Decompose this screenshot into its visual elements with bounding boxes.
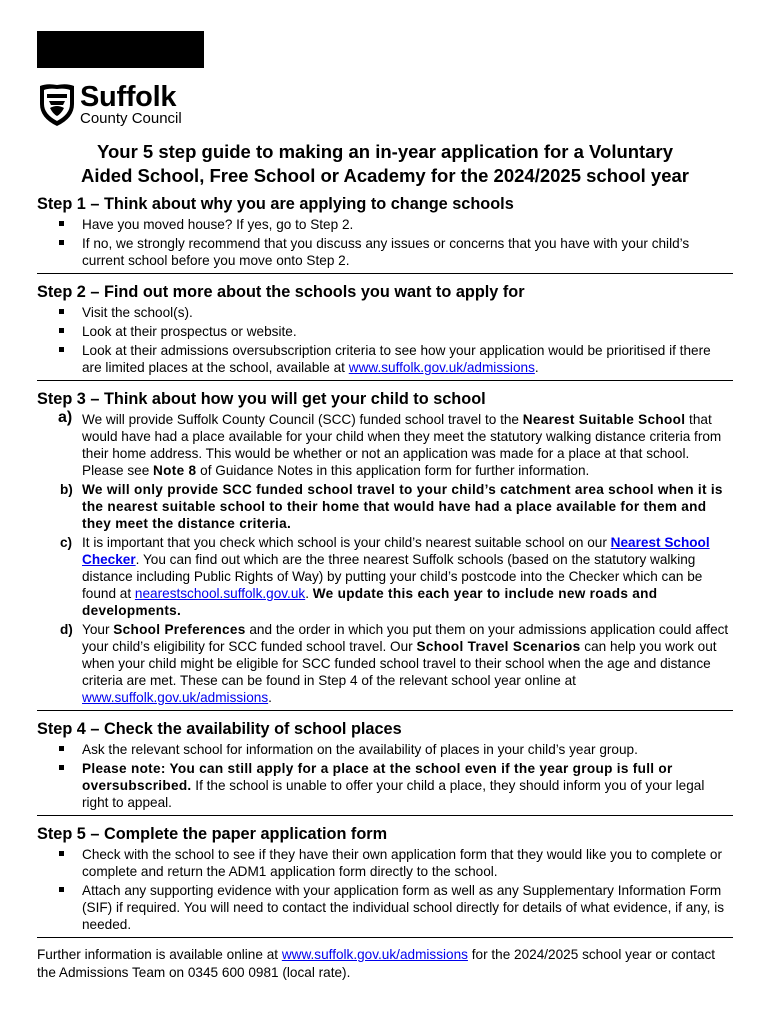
list-item	[37, 760, 733, 811]
admissions-link[interactable]: www.suffolk.gov.uk/admissions	[281, 947, 468, 962]
bold-text: School Travel Scenarios	[416, 639, 581, 654]
text: We will provide Suffolk County Council (SCC) funded school travel to the	[82, 412, 523, 427]
step-3	[37, 389, 733, 706]
list-item	[37, 534, 733, 619]
step-3-list	[37, 411, 733, 706]
step-2	[37, 282, 733, 376]
list-item-text: If no, we strongly recommend that you discuss any issues or concerns that you have with your child’s current school before you move onto Step 2.	[82, 236, 690, 268]
list-item	[37, 342, 733, 376]
step-2-list	[37, 304, 733, 376]
step-1-heading: Step 1 – Think about why you are applying to change schools	[37, 195, 514, 213]
text: and the order in which you put them on your admissions application could affect your child’s eligibility for SCC funded school travel. Our	[82, 622, 729, 654]
title-line-1: Your 5 step guide to making an in-year application for a Voluntary	[97, 141, 673, 162]
bullet-icon	[59, 221, 64, 226]
bold-text: School Preferences	[113, 622, 246, 637]
step-1-list	[37, 216, 733, 269]
text: Further information is available online at	[37, 947, 282, 962]
list-item	[37, 741, 733, 758]
list-item	[37, 323, 733, 340]
list-item	[37, 411, 733, 479]
redacted-form-label	[37, 31, 204, 68]
admissions-link[interactable]: www.suffolk.gov.uk/admissions	[348, 360, 535, 375]
list-item-text: Check with the school to see if they have their own application form that they would like you to complete or complete and return the ADM1 application form directly to the school.	[82, 847, 723, 879]
step-4-list	[37, 741, 733, 811]
bullet-icon	[59, 746, 64, 751]
divider	[37, 273, 733, 274]
text: .	[305, 586, 313, 601]
bullet-icon	[59, 240, 64, 245]
list-item-text: Look at their admissions oversubscription criteria to see how your application would be prioritised if there are limited places at the school, available at	[82, 343, 711, 375]
title-line-2: Aided School, Free School or Academy for the 2024/2025 school year	[81, 165, 689, 186]
text: for the 2024/2025 school year or contact the Admissions Team on 0345 600 0981 (local rate).	[37, 947, 716, 980]
bullet-icon	[59, 309, 64, 314]
step-5-heading: Step 5 – Complete the paper application form	[37, 825, 388, 843]
text: . You can find out which are the three nearest Suffolk schools (based on the statutory walking distance including Public Rights of Way) by putting your child’s postcode into the Checker which can be found at	[82, 552, 703, 601]
step-5	[37, 824, 733, 933]
list-marker: b)	[60, 482, 73, 497]
step-4-heading: Step 4 – Check the availability of school places	[37, 720, 402, 738]
bold-text: We will only provide SCC funded school travel to your child’s catchment area school when it is the nearest suitable school to their home that would have had a place available for them and they meet the distance criteria.	[82, 482, 723, 531]
text: of Guidance Notes in this application form for further information.	[196, 463, 590, 478]
list-item-text-end: .	[534, 360, 539, 375]
list-item	[37, 882, 733, 933]
step-1	[37, 194, 733, 269]
nearestschool-link[interactable]: nearestschool.suffolk.gov.uk	[134, 586, 306, 601]
page-title	[30, 140, 740, 188]
step-3-heading: Step 3 – Think about how you will get your child to school	[37, 390, 486, 408]
list-marker: c)	[60, 535, 73, 550]
text: Your	[82, 622, 114, 637]
admissions-link[interactable]: www.suffolk.gov.uk/admissions	[82, 690, 269, 705]
text: .	[268, 690, 272, 705]
list-item	[37, 621, 733, 706]
bold-text: Please note: You can still apply for a place at the school even if the year group is full or oversubscribed.	[82, 761, 673, 793]
list-item	[37, 304, 733, 321]
bold-text: Note 8	[153, 463, 197, 478]
bullet-icon	[59, 347, 64, 352]
bold-text: We update this each year to include new roads and developments.	[82, 586, 658, 618]
text: It is important that you check which school is your child’s nearest suitable school on our	[82, 535, 611, 550]
bullet-icon	[59, 851, 64, 856]
bullet-icon	[59, 887, 64, 892]
list-marker: d)	[60, 622, 73, 637]
bullet-icon	[59, 765, 64, 770]
bold-text: Nearest Suitable School	[522, 412, 686, 427]
list-item-text: Have you moved house? If yes, go to Step 2.	[82, 217, 354, 232]
list-item-text: Attach any supporting evidence with your application form as well as any Supplementary Information Form (SIF) if required. You will need to contact the individual school directly for details of what evidence, if any, is needed.	[82, 883, 725, 932]
bullet-icon	[59, 328, 64, 333]
list-item-text: Visit the school(s).	[82, 305, 193, 320]
list-item	[37, 216, 733, 233]
divider	[37, 815, 733, 816]
crest-icon	[37, 82, 77, 128]
footer-note	[37, 946, 733, 982]
nearest-school-checker-link[interactable]: Nearest School Checker	[82, 535, 710, 567]
text: that would have had a place available for your child when they meet the statutory walking distance criteria from their home address. This would be whether or not an application was made for a place at that school. Please see	[82, 412, 722, 478]
list-item-text: Look at their prospectus or website.	[82, 324, 297, 339]
text: can help you work out when your child might be eligible for SCC funded school travel to their school when the age and distance criteria are met. These can be found in Step 4 of the relevant school year online at	[82, 639, 717, 688]
divider	[37, 710, 733, 711]
step-2-heading: Step 2 – Find out more about the schools you want to apply for	[37, 283, 525, 301]
list-item-text: Ask the relevant school for information on the availability of places in your child’s year group.	[82, 742, 638, 757]
guide-content	[37, 194, 733, 982]
org-subname: County Council	[80, 110, 182, 127]
list-item	[37, 846, 733, 880]
list-item-text: If the school is unable to offer your child a place, they should inform you of your legal right to appeal.	[82, 778, 705, 810]
divider	[37, 937, 733, 938]
step-4	[37, 719, 733, 811]
divider	[37, 380, 733, 381]
org-name: Suffolk	[80, 81, 177, 113]
step-5-list	[37, 846, 733, 933]
list-item	[37, 235, 733, 269]
list-item	[37, 481, 733, 532]
list-marker: a)	[58, 409, 73, 426]
